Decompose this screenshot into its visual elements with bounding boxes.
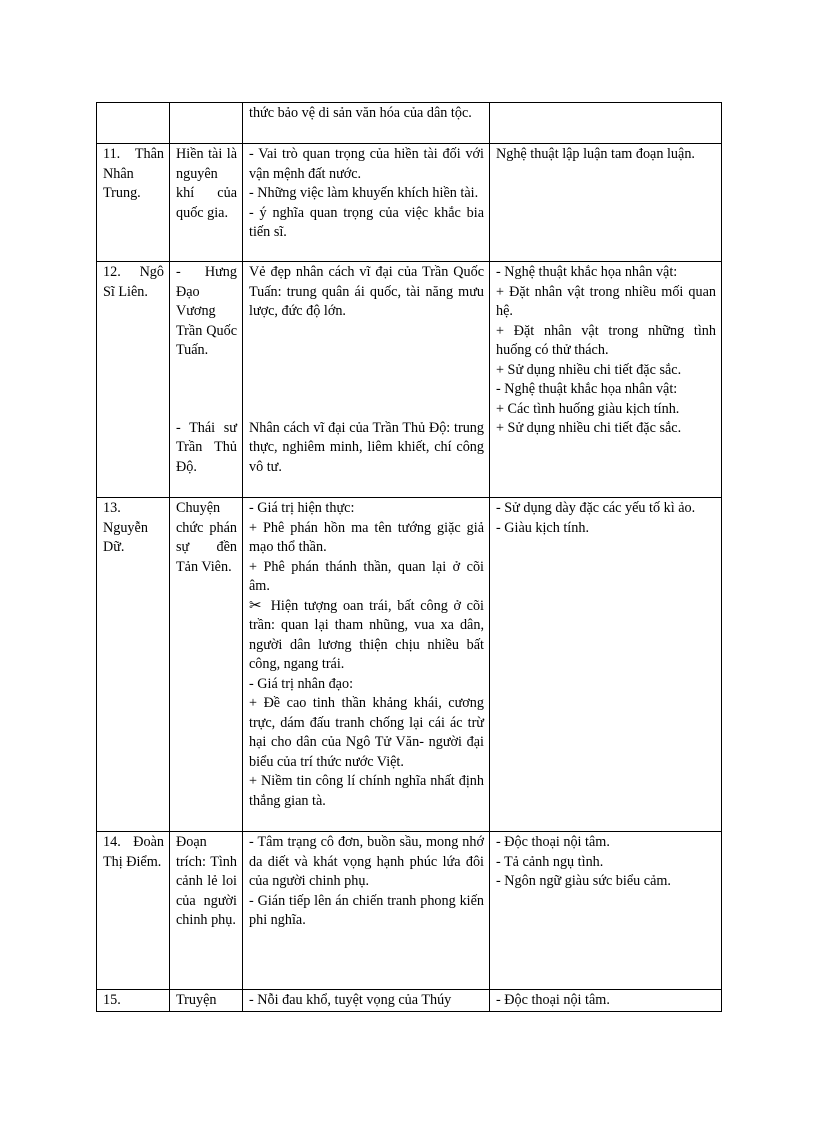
art-line: - Giàu kịch tính. xyxy=(496,519,589,536)
art-line: - Độc thoại nội tâm. xyxy=(496,992,610,1008)
work-cell xyxy=(170,262,243,498)
content-line: - Tâm trạng cô đơn, buồn sầu, mong nhớ da diết và khát vọng hạnh phúc lứa đôi của người chinh phụ. xyxy=(249,834,484,889)
content-cell xyxy=(243,498,490,832)
content-line: + Phê phán thánh thần, quan lại ở cõi âm. xyxy=(249,558,484,594)
work-cell: Truyện xyxy=(170,990,243,1012)
work-cell: Hiền tài là nguyên khí của quốc gia. xyxy=(170,144,243,262)
content-line: thức bảo vệ di sản văn hóa của dân tộc. xyxy=(249,105,472,121)
art-cell xyxy=(490,103,722,144)
table-row xyxy=(97,103,722,144)
scissors-icon: ✂ xyxy=(249,595,262,614)
content-cell xyxy=(243,832,490,990)
table-row xyxy=(97,832,722,990)
art-line: - Ngôn ngữ giàu sức biểu cảm. xyxy=(496,873,671,889)
author-cell: 11. Thân Nhân Trung. xyxy=(97,144,170,262)
content-cell xyxy=(243,103,490,144)
art-cell xyxy=(490,498,722,832)
content-line: - ý nghĩa quan trọng của việc khắc bia tiến sĩ. xyxy=(249,204,484,240)
work-cell xyxy=(170,103,243,144)
author-cell: 14. Đoàn Thị Điểm. xyxy=(97,832,170,990)
author-cell xyxy=(97,103,170,144)
content-text: Hiện tượng oan trái, bất công ở cõi trần: quan lại tham nhũng, vua xa dân, người dân lương thiện chịu nhiều bất công, ngang trái. xyxy=(249,597,485,672)
art-line: + Sử dụng nhiều chi tiết đặc sắc. xyxy=(496,420,682,436)
content-line: - Giá trị nhân đạo: xyxy=(249,675,354,692)
art-line: - Nghệ thuật khắc họa nhân vật: xyxy=(496,264,678,280)
work-cell: Chuyện chức phán sự đền Tản Viên. xyxy=(170,498,243,832)
content-line: - Nỗi đau khổ, tuyệt vọng của Thúy xyxy=(249,992,452,1008)
art-line: - Nghệ thuật khắc họa nhân vật: xyxy=(496,381,678,397)
content-line: - Vai trò quan trọng của hiền tài đối với vận mệnh đất nước. xyxy=(249,146,484,182)
art-line: + Đặt nhân vật trong nhiều mối quan hệ. xyxy=(496,283,716,319)
content-cell xyxy=(243,990,490,1012)
content-line: + Phê phán hồn ma tên tướng giặc giả mạo thổ thần. xyxy=(249,519,484,555)
art-cell xyxy=(490,144,722,262)
art-cell xyxy=(490,832,722,990)
author-cell: 13. Nguyễn Dữ. xyxy=(97,498,170,832)
work-line: - Thái sư Trần Thủ Độ. xyxy=(176,419,237,475)
art-cell xyxy=(490,262,722,498)
content-line: + Đề cao tinh thần khảng khái, cương trực, dám đấu tranh chống lại cái ác trừ hại cho dân của Ngô Tử Văn- người đại biểu của trí thức nước Việt. xyxy=(249,695,484,770)
work-cell: Đoạn trích: Tình cảnh lẻ loi của người chinh phụ. xyxy=(170,832,243,990)
art-line: - Sử dụng dày đặc các yếu tố kì ảo. xyxy=(496,500,696,516)
table-row xyxy=(97,990,722,1012)
table-row xyxy=(97,498,722,832)
table-row xyxy=(97,144,722,262)
art-line: + Sử dụng nhiều chi tiết đặc sắc. xyxy=(496,361,682,378)
author-cell: 12. Ngô Sĩ Liên. xyxy=(97,262,170,498)
art-line: + Các tình huống giàu kịch tính. xyxy=(496,400,680,417)
content-line: Vẻ đẹp nhân cách vĩ đại của Trần Quốc Tuấn: trung quân ái quốc, tài năng mưu lược, đức độ lớn. xyxy=(249,264,484,319)
art-line: - Độc thoại nội tâm. xyxy=(496,834,610,850)
art-line: - Tả cảnh ngụ tình. xyxy=(496,853,604,870)
art-line: Nghệ thuật lập luận tam đoạn luận. xyxy=(496,146,695,162)
content-line: - Những việc làm khuyến khích hiền tài. xyxy=(249,185,479,201)
author-cell: 15. xyxy=(97,990,170,1012)
art-line: + Đặt nhân vật trong những tình huống có thử thách. xyxy=(496,322,716,358)
content-line: + Niềm tin công lí chính nghĩa nhất định thắng gian tà. xyxy=(249,773,484,809)
content-cell xyxy=(243,144,490,262)
content-line xyxy=(249,597,484,675)
content-line: - Gián tiếp lên án chiến tranh phong kiến phi nghĩa. xyxy=(249,892,484,928)
work-line: - Hưng Đạo Vương Trần Quốc Tuấn. xyxy=(176,264,237,358)
table-row xyxy=(97,262,722,498)
art-cell xyxy=(490,990,722,1012)
content-cell xyxy=(243,262,490,498)
content-line: - Giá trị hiện thực: xyxy=(249,500,355,516)
literature-summary-table xyxy=(96,102,722,1012)
content-line: Nhân cách vĩ đại của Trần Thủ Độ: trung thực, nghiêm minh, liêm khiết, chí công vô tư. xyxy=(249,419,484,475)
